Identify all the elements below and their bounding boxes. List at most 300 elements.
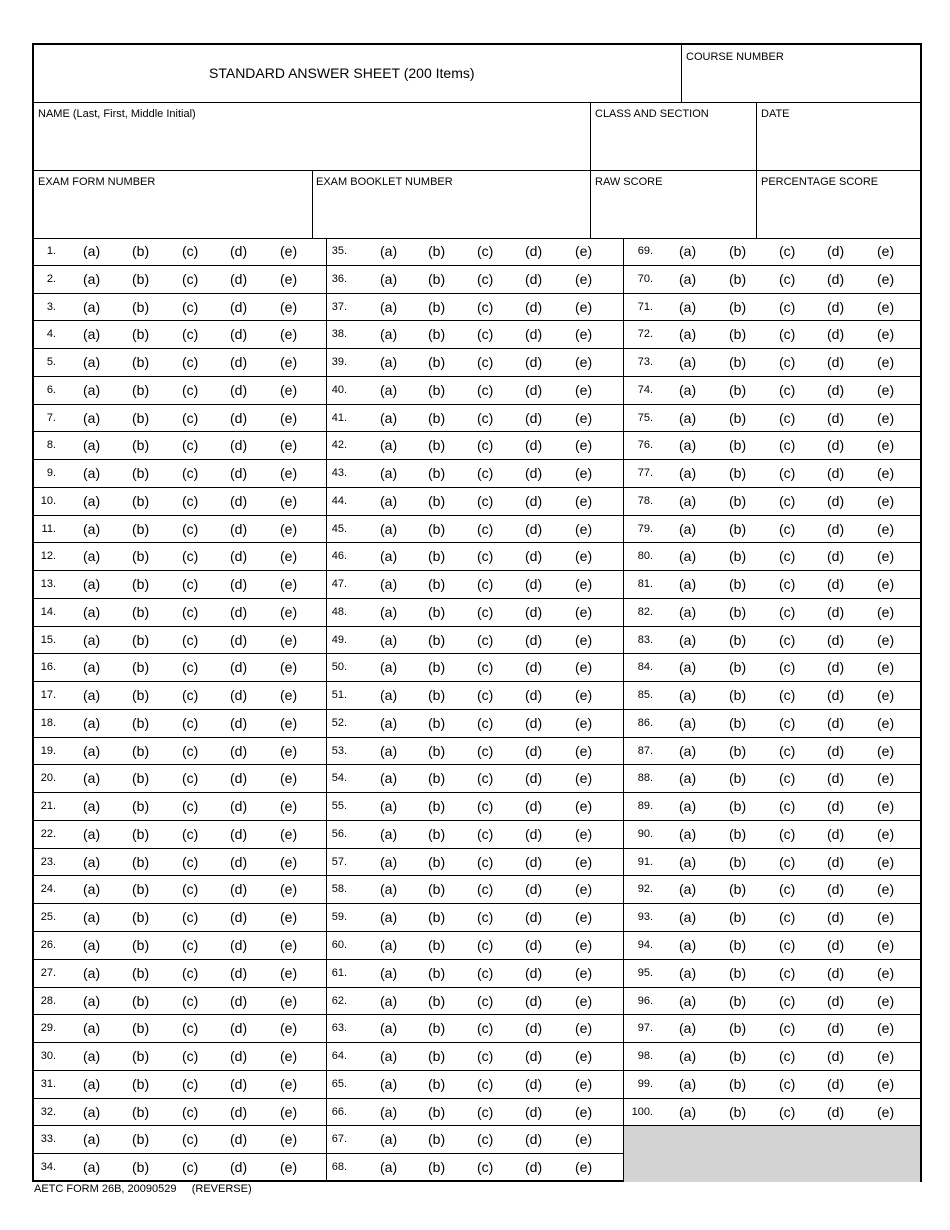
answer-option-a[interactable]: (a) (679, 992, 697, 1009)
answer-option-a[interactable]: (a) (679, 770, 697, 787)
answer-option-e[interactable]: (e) (280, 714, 298, 731)
answer-option-b[interactable]: (b) (428, 742, 446, 759)
answer-option-a[interactable]: (a) (83, 909, 101, 926)
answer-option-c[interactable]: (c) (779, 714, 796, 731)
answer-option-a[interactable]: (a) (679, 520, 697, 537)
answer-option-a[interactable]: (a) (679, 437, 697, 454)
answer-option-b[interactable]: (b) (132, 1159, 150, 1176)
answer-option-c[interactable]: (c) (477, 714, 494, 731)
answer-option-b[interactable]: (b) (428, 937, 446, 953)
answer-option-a[interactable]: (a) (380, 409, 398, 426)
answer-option-b[interactable]: (b) (729, 354, 747, 371)
answer-option-d[interactable]: (d) (827, 742, 845, 759)
answer-option-e[interactable]: (e) (280, 964, 298, 981)
answer-option-c[interactable]: (c) (477, 603, 494, 620)
answer-option-a[interactable]: (a) (83, 881, 101, 898)
answer-option-a[interactable]: (a) (83, 1075, 101, 1092)
answer-option-e[interactable]: (e) (877, 964, 895, 981)
answer-option-b[interactable]: (b) (132, 354, 150, 371)
answer-option-a[interactable]: (a) (679, 853, 697, 870)
answer-option-d[interactable]: (d) (230, 1075, 248, 1092)
answer-option-e[interactable]: (e) (877, 603, 895, 620)
answer-option-a[interactable]: (a) (679, 714, 697, 731)
answer-option-c[interactable]: (c) (779, 603, 796, 620)
answer-option-d[interactable]: (d) (525, 937, 543, 953)
answer-option-a[interactable]: (a) (83, 326, 101, 343)
answer-option-a[interactable]: (a) (380, 1131, 398, 1148)
answer-option-c[interactable]: (c) (477, 576, 494, 593)
answer-option-a[interactable]: (a) (380, 798, 398, 815)
answer-option-a[interactable]: (a) (679, 465, 697, 482)
answer-option-b[interactable]: (b) (428, 243, 446, 259)
answer-option-b[interactable]: (b) (428, 270, 446, 287)
answer-option-d[interactable]: (d) (230, 687, 248, 704)
answer-option-e[interactable]: (e) (280, 1075, 298, 1092)
answer-option-b[interactable]: (b) (729, 270, 747, 287)
answer-option-e[interactable]: (e) (280, 270, 298, 287)
answer-option-a[interactable]: (a) (380, 492, 398, 509)
answer-option-b[interactable]: (b) (729, 1048, 747, 1065)
answer-option-b[interactable]: (b) (132, 1131, 150, 1148)
answer-option-c[interactable]: (c) (779, 770, 796, 787)
answer-option-e[interactable]: (e) (575, 270, 593, 287)
answer-option-d[interactable]: (d) (230, 270, 248, 287)
answer-option-d[interactable]: (d) (230, 742, 248, 759)
answer-option-c[interactable]: (c) (182, 881, 199, 898)
answer-option-c[interactable]: (c) (477, 687, 494, 704)
answer-option-d[interactable]: (d) (230, 992, 248, 1009)
answer-option-b[interactable]: (b) (428, 603, 446, 620)
answer-option-a[interactable]: (a) (679, 881, 697, 898)
answer-option-c[interactable]: (c) (779, 437, 796, 454)
answer-option-b[interactable]: (b) (428, 1159, 446, 1176)
answer-option-a[interactable]: (a) (380, 298, 398, 315)
answer-option-d[interactable]: (d) (827, 825, 845, 842)
answer-option-a[interactable]: (a) (380, 937, 398, 953)
answer-option-c[interactable]: (c) (779, 798, 796, 815)
answer-option-c[interactable]: (c) (779, 354, 796, 371)
answer-option-b[interactable]: (b) (729, 909, 747, 926)
answer-option-e[interactable]: (e) (575, 909, 593, 926)
answer-option-e[interactable]: (e) (877, 437, 895, 454)
answer-option-c[interactable]: (c) (182, 687, 199, 704)
answer-option-c[interactable]: (c) (779, 492, 796, 509)
answer-option-b[interactable]: (b) (132, 603, 150, 620)
answer-option-d[interactable]: (d) (827, 326, 845, 343)
answer-option-d[interactable]: (d) (230, 326, 248, 343)
answer-option-a[interactable]: (a) (83, 270, 101, 287)
answer-option-a[interactable]: (a) (83, 1103, 101, 1120)
answer-option-a[interactable]: (a) (679, 354, 697, 371)
answer-option-a[interactable]: (a) (83, 631, 101, 648)
answer-option-d[interactable]: (d) (230, 548, 248, 565)
raw-score-field[interactable] (591, 171, 756, 238)
answer-option-c[interactable]: (c) (779, 964, 796, 981)
answer-option-e[interactable]: (e) (575, 354, 593, 371)
answer-option-a[interactable]: (a) (380, 437, 398, 454)
answer-option-c[interactable]: (c) (477, 1103, 494, 1120)
answer-option-a[interactable]: (a) (380, 603, 398, 620)
answer-option-e[interactable]: (e) (877, 992, 895, 1009)
answer-option-a[interactable]: (a) (83, 437, 101, 454)
answer-option-b[interactable]: (b) (428, 1075, 446, 1092)
answer-option-e[interactable]: (e) (877, 492, 895, 509)
answer-option-d[interactable]: (d) (230, 853, 248, 870)
answer-option-b[interactable]: (b) (729, 687, 747, 704)
answer-option-a[interactable]: (a) (380, 881, 398, 898)
answer-option-a[interactable]: (a) (380, 1020, 398, 1037)
answer-option-d[interactable]: (d) (230, 381, 248, 398)
answer-option-c[interactable]: (c) (182, 742, 199, 759)
answer-option-b[interactable]: (b) (132, 742, 150, 759)
answer-option-b[interactable]: (b) (132, 770, 150, 787)
answer-option-e[interactable]: (e) (575, 603, 593, 620)
answer-option-a[interactable]: (a) (380, 631, 398, 648)
answer-option-e[interactable]: (e) (575, 326, 593, 343)
answer-option-d[interactable]: (d) (827, 603, 845, 620)
answer-option-e[interactable]: (e) (280, 298, 298, 315)
answer-option-c[interactable]: (c) (477, 270, 494, 287)
answer-option-c[interactable]: (c) (182, 1048, 199, 1065)
answer-option-d[interactable]: (d) (525, 243, 543, 259)
answer-option-b[interactable]: (b) (132, 298, 150, 315)
answer-option-e[interactable]: (e) (280, 465, 298, 482)
answer-option-a[interactable]: (a) (679, 742, 697, 759)
answer-option-b[interactable]: (b) (428, 659, 446, 676)
answer-option-d[interactable]: (d) (230, 881, 248, 898)
answer-option-d[interactable]: (d) (230, 770, 248, 787)
answer-option-c[interactable]: (c) (779, 937, 796, 953)
answer-option-c[interactable]: (c) (779, 381, 796, 398)
answer-option-c[interactable]: (c) (477, 659, 494, 676)
answer-option-e[interactable]: (e) (575, 992, 593, 1009)
answer-option-a[interactable]: (a) (679, 1020, 697, 1037)
answer-option-a[interactable]: (a) (679, 326, 697, 343)
answer-option-b[interactable]: (b) (428, 548, 446, 565)
answer-option-a[interactable]: (a) (83, 492, 101, 509)
answer-option-e[interactable]: (e) (575, 937, 593, 953)
answer-option-a[interactable]: (a) (380, 381, 398, 398)
answer-option-b[interactable]: (b) (132, 992, 150, 1009)
answer-option-d[interactable]: (d) (230, 937, 248, 953)
percentage-score-field[interactable] (757, 171, 920, 238)
answer-option-a[interactable]: (a) (83, 1159, 101, 1176)
answer-option-a[interactable]: (a) (83, 381, 101, 398)
answer-option-a[interactable]: (a) (380, 1159, 398, 1176)
answer-option-a[interactable]: (a) (679, 492, 697, 509)
answer-option-c[interactable]: (c) (779, 576, 796, 593)
answer-option-b[interactable]: (b) (132, 381, 150, 398)
answer-option-d[interactable]: (d) (827, 243, 845, 259)
answer-option-d[interactable]: (d) (525, 687, 543, 704)
answer-option-c[interactable]: (c) (182, 1103, 199, 1120)
answer-option-d[interactable]: (d) (525, 1075, 543, 1092)
answer-option-a[interactable]: (a) (380, 326, 398, 343)
answer-option-c[interactable]: (c) (477, 631, 494, 648)
answer-option-a[interactable]: (a) (380, 659, 398, 676)
answer-option-b[interactable]: (b) (132, 937, 150, 953)
answer-option-b[interactable]: (b) (132, 631, 150, 648)
answer-option-e[interactable]: (e) (575, 409, 593, 426)
answer-option-d[interactable]: (d) (230, 909, 248, 926)
answer-option-d[interactable]: (d) (525, 576, 543, 593)
answer-option-b[interactable]: (b) (729, 1075, 747, 1092)
answer-option-e[interactable]: (e) (280, 798, 298, 815)
answer-option-b[interactable]: (b) (428, 409, 446, 426)
answer-option-b[interactable]: (b) (729, 881, 747, 898)
answer-option-a[interactable]: (a) (679, 1075, 697, 1092)
answer-option-e[interactable]: (e) (280, 825, 298, 842)
answer-option-c[interactable]: (c) (182, 437, 199, 454)
answer-option-d[interactable]: (d) (525, 825, 543, 842)
answer-option-b[interactable]: (b) (428, 492, 446, 509)
answer-option-e[interactable]: (e) (575, 520, 593, 537)
answer-option-d[interactable]: (d) (230, 1131, 248, 1148)
answer-option-e[interactable]: (e) (280, 1048, 298, 1065)
answer-option-d[interactable]: (d) (230, 576, 248, 593)
answer-option-d[interactable]: (d) (525, 381, 543, 398)
answer-option-e[interactable]: (e) (877, 270, 895, 287)
answer-option-d[interactable]: (d) (525, 548, 543, 565)
answer-option-b[interactable]: (b) (132, 687, 150, 704)
answer-option-a[interactable]: (a) (380, 520, 398, 537)
answer-option-d[interactable]: (d) (230, 520, 248, 537)
answer-option-d[interactable]: (d) (525, 770, 543, 787)
answer-option-e[interactable]: (e) (280, 1159, 298, 1176)
answer-option-e[interactable]: (e) (575, 1131, 593, 1148)
answer-option-c[interactable]: (c) (779, 409, 796, 426)
answer-option-d[interactable]: (d) (827, 354, 845, 371)
answer-option-c[interactable]: (c) (477, 437, 494, 454)
answer-option-c[interactable]: (c) (477, 742, 494, 759)
answer-option-d[interactable]: (d) (230, 659, 248, 676)
answer-option-d[interactable]: (d) (827, 909, 845, 926)
answer-option-c[interactable]: (c) (477, 548, 494, 565)
answer-option-a[interactable]: (a) (83, 825, 101, 842)
answer-option-b[interactable]: (b) (729, 798, 747, 815)
answer-option-b[interactable]: (b) (428, 770, 446, 787)
answer-option-e[interactable]: (e) (575, 298, 593, 315)
answer-option-c[interactable]: (c) (477, 1159, 494, 1176)
answer-option-e[interactable]: (e) (575, 1048, 593, 1065)
answer-option-b[interactable]: (b) (729, 409, 747, 426)
answer-option-a[interactable]: (a) (83, 742, 101, 759)
answer-option-c[interactable]: (c) (182, 798, 199, 815)
answer-option-b[interactable]: (b) (428, 992, 446, 1009)
answer-option-e[interactable]: (e) (575, 1075, 593, 1092)
answer-option-c[interactable]: (c) (779, 326, 796, 343)
answer-option-b[interactable]: (b) (132, 548, 150, 565)
answer-option-b[interactable]: (b) (428, 298, 446, 315)
answer-option-c[interactable]: (c) (477, 798, 494, 815)
answer-option-a[interactable]: (a) (679, 548, 697, 565)
answer-option-e[interactable]: (e) (877, 881, 895, 898)
answer-option-a[interactable]: (a) (679, 631, 697, 648)
answer-option-a[interactable]: (a) (380, 687, 398, 704)
answer-option-a[interactable]: (a) (83, 1020, 101, 1037)
answer-option-c[interactable]: (c) (779, 298, 796, 315)
answer-option-d[interactable]: (d) (827, 1048, 845, 1065)
answer-option-e[interactable]: (e) (280, 409, 298, 426)
answer-option-c[interactable]: (c) (182, 1131, 199, 1148)
answer-option-b[interactable]: (b) (729, 243, 747, 259)
answer-option-c[interactable]: (c) (477, 964, 494, 981)
answer-option-e[interactable]: (e) (280, 659, 298, 676)
answer-option-c[interactable]: (c) (477, 909, 494, 926)
answer-option-a[interactable]: (a) (83, 992, 101, 1009)
answer-option-d[interactable]: (d) (827, 798, 845, 815)
answer-option-a[interactable]: (a) (380, 548, 398, 565)
answer-option-d[interactable]: (d) (525, 270, 543, 287)
answer-option-b[interactable]: (b) (132, 714, 150, 731)
answer-option-d[interactable]: (d) (230, 714, 248, 731)
answer-option-e[interactable]: (e) (575, 576, 593, 593)
answer-option-d[interactable]: (d) (827, 1075, 845, 1092)
answer-option-c[interactable]: (c) (182, 937, 199, 953)
answer-option-b[interactable]: (b) (729, 825, 747, 842)
answer-option-c[interactable]: (c) (477, 409, 494, 426)
answer-option-b[interactable]: (b) (428, 853, 446, 870)
answer-option-b[interactable]: (b) (132, 1020, 150, 1037)
answer-option-d[interactable]: (d) (525, 465, 543, 482)
answer-option-a[interactable]: (a) (83, 298, 101, 315)
answer-option-a[interactable]: (a) (380, 992, 398, 1009)
answer-option-c[interactable]: (c) (477, 354, 494, 371)
answer-option-d[interactable]: (d) (525, 492, 543, 509)
answer-option-e[interactable]: (e) (877, 1103, 895, 1120)
answer-option-e[interactable]: (e) (280, 1020, 298, 1037)
answer-option-e[interactable]: (e) (280, 354, 298, 371)
answer-option-b[interactable]: (b) (428, 437, 446, 454)
answer-option-d[interactable]: (d) (525, 881, 543, 898)
answer-option-d[interactable]: (d) (230, 243, 248, 259)
answer-option-b[interactable]: (b) (428, 520, 446, 537)
answer-option-b[interactable]: (b) (132, 326, 150, 343)
answer-option-a[interactable]: (a) (83, 937, 101, 953)
answer-option-a[interactable]: (a) (380, 1103, 398, 1120)
answer-option-d[interactable]: (d) (230, 798, 248, 815)
answer-option-d[interactable]: (d) (827, 576, 845, 593)
answer-option-d[interactable]: (d) (827, 937, 845, 953)
answer-option-c[interactable]: (c) (182, 520, 199, 537)
answer-option-a[interactable]: (a) (83, 964, 101, 981)
answer-option-b[interactable]: (b) (428, 909, 446, 926)
answer-option-a[interactable]: (a) (83, 659, 101, 676)
answer-option-d[interactable]: (d) (827, 687, 845, 704)
answer-option-d[interactable]: (d) (827, 964, 845, 981)
answer-option-c[interactable]: (c) (182, 548, 199, 565)
answer-option-a[interactable]: (a) (679, 909, 697, 926)
answer-option-b[interactable]: (b) (428, 687, 446, 704)
answer-option-e[interactable]: (e) (280, 243, 298, 259)
answer-option-c[interactable]: (c) (779, 742, 796, 759)
answer-option-d[interactable]: (d) (827, 992, 845, 1009)
answer-option-b[interactable]: (b) (729, 742, 747, 759)
answer-option-b[interactable]: (b) (132, 825, 150, 842)
answer-option-a[interactable]: (a) (380, 270, 398, 287)
answer-option-e[interactable]: (e) (877, 770, 895, 787)
answer-option-c[interactable]: (c) (779, 465, 796, 482)
answer-option-a[interactable]: (a) (679, 298, 697, 315)
answer-option-e[interactable]: (e) (280, 576, 298, 593)
answer-option-e[interactable]: (e) (575, 465, 593, 482)
answer-option-c[interactable]: (c) (477, 937, 494, 953)
answer-option-b[interactable]: (b) (428, 465, 446, 482)
answer-option-e[interactable]: (e) (575, 548, 593, 565)
answer-option-e[interactable]: (e) (575, 798, 593, 815)
answer-option-c[interactable]: (c) (779, 270, 796, 287)
answer-option-e[interactable]: (e) (575, 1020, 593, 1037)
answer-option-d[interactable]: (d) (525, 1159, 543, 1176)
answer-option-c[interactable]: (c) (182, 1159, 199, 1176)
answer-option-a[interactable]: (a) (83, 770, 101, 787)
answer-option-a[interactable]: (a) (83, 520, 101, 537)
answer-option-d[interactable]: (d) (230, 465, 248, 482)
answer-option-e[interactable]: (e) (280, 853, 298, 870)
answer-option-a[interactable]: (a) (679, 270, 697, 287)
answer-option-e[interactable]: (e) (280, 492, 298, 509)
answer-option-e[interactable]: (e) (877, 354, 895, 371)
answer-option-c[interactable]: (c) (182, 631, 199, 648)
answer-option-c[interactable]: (c) (182, 659, 199, 676)
answer-option-d[interactable]: (d) (827, 631, 845, 648)
answer-option-d[interactable]: (d) (525, 742, 543, 759)
exam-form-field[interactable] (34, 171, 312, 238)
answer-option-c[interactable]: (c) (182, 270, 199, 287)
answer-option-d[interactable]: (d) (525, 659, 543, 676)
answer-option-a[interactable]: (a) (83, 1131, 101, 1148)
answer-option-b[interactable]: (b) (428, 1131, 446, 1148)
answer-option-c[interactable]: (c) (779, 687, 796, 704)
answer-option-b[interactable]: (b) (132, 437, 150, 454)
answer-option-d[interactable]: (d) (230, 354, 248, 371)
answer-option-a[interactable]: (a) (679, 659, 697, 676)
answer-option-c[interactable]: (c) (182, 1020, 199, 1037)
answer-option-d[interactable]: (d) (827, 881, 845, 898)
answer-option-d[interactable]: (d) (525, 326, 543, 343)
answer-option-c[interactable]: (c) (182, 326, 199, 343)
answer-option-e[interactable]: (e) (575, 243, 593, 259)
answer-option-c[interactable]: (c) (477, 243, 494, 259)
answer-option-a[interactable]: (a) (83, 687, 101, 704)
answer-option-e[interactable]: (e) (280, 687, 298, 704)
answer-option-a[interactable]: (a) (679, 798, 697, 815)
answer-option-c[interactable]: (c) (477, 326, 494, 343)
answer-option-d[interactable]: (d) (525, 354, 543, 371)
answer-option-d[interactable]: (d) (525, 714, 543, 731)
answer-option-a[interactable]: (a) (380, 714, 398, 731)
answer-option-e[interactable]: (e) (877, 1075, 895, 1092)
answer-option-d[interactable]: (d) (525, 520, 543, 537)
answer-option-a[interactable]: (a) (380, 1075, 398, 1092)
answer-option-b[interactable]: (b) (132, 964, 150, 981)
answer-option-b[interactable]: (b) (428, 881, 446, 898)
answer-option-b[interactable]: (b) (132, 243, 150, 259)
answer-option-d[interactable]: (d) (525, 964, 543, 981)
answer-option-d[interactable]: (d) (230, 409, 248, 426)
answer-option-c[interactable]: (c) (779, 909, 796, 926)
answer-option-a[interactable]: (a) (380, 1048, 398, 1065)
answer-option-a[interactable]: (a) (679, 381, 697, 398)
answer-option-b[interactable]: (b) (132, 853, 150, 870)
answer-option-b[interactable]: (b) (428, 354, 446, 371)
answer-option-e[interactable]: (e) (575, 381, 593, 398)
answer-option-a[interactable]: (a) (679, 243, 697, 259)
answer-option-b[interactable]: (b) (132, 1103, 150, 1120)
answer-option-a[interactable]: (a) (83, 548, 101, 565)
answer-option-b[interactable]: (b) (428, 964, 446, 981)
answer-option-d[interactable]: (d) (525, 992, 543, 1009)
